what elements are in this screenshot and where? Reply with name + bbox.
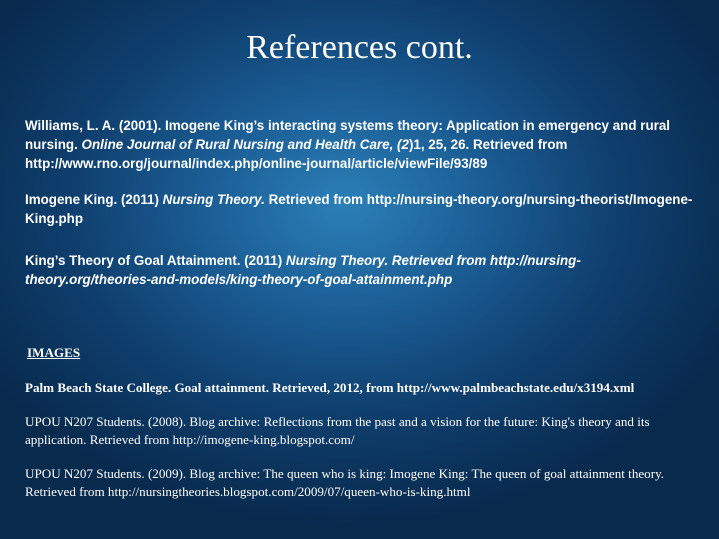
reference-text: Imogene King. (2011) bbox=[25, 192, 163, 208]
reference-item bbox=[25, 252, 695, 290]
reference-item bbox=[25, 191, 695, 229]
image-reference-item: UPOU N207 Students. (2009). Blog archive: The queen who is king: Imogene King: The queen of goal attainment theory. Retrieved from http://nursingtheories.blogspot.com/2009/07/queen-who-is-king.html bbox=[25, 466, 665, 499]
reference-source: Nursing Theory. bbox=[162, 192, 265, 208]
images-heading: IMAGES bbox=[27, 345, 81, 360]
reference-text: Retrieved from http://nursing-theory.org/nursing-theorist/Imogene-King.php bbox=[25, 192, 693, 227]
image-reference-item: Palm Beach State College. Goal attainment. Retrieved, 2012, from http://www.palmbeachstate.edu/x3194.xml bbox=[25, 379, 635, 395]
reference-source: Online Journal of Rural Nursing and Health Care, (2 bbox=[81, 136, 409, 152]
references-list bbox=[25, 117, 695, 290]
slide-title: References cont. bbox=[246, 29, 473, 66]
image-reference-item: UPOU N207 Students. (2008). Blog archive: Reflections from the past and a vision for the future: King's theory and its application. Retrieved from http://imogene-king.blogspot.com/ bbox=[25, 414, 650, 447]
reference-text: )1, 25, 26. Retrieved from http://www.rno.org/journal/index.php/online-journal/article/viewFile/93/89 bbox=[25, 136, 568, 171]
images-references bbox=[25, 344, 703, 501]
reference-text: Williams, L. A. (2001). Imogene King’s interacting systems theory: Application in emergency and rural nursing. bbox=[25, 118, 671, 152]
reference-text: King’s Theory of Goal Attainment. (2011) bbox=[25, 252, 286, 268]
reference-source: Nursing Theory. Retrieved from http://nursing-theory.org/theories-and-models/king-theory-of-goal-attainment.php bbox=[25, 252, 581, 287]
reference-item bbox=[25, 117, 695, 173]
